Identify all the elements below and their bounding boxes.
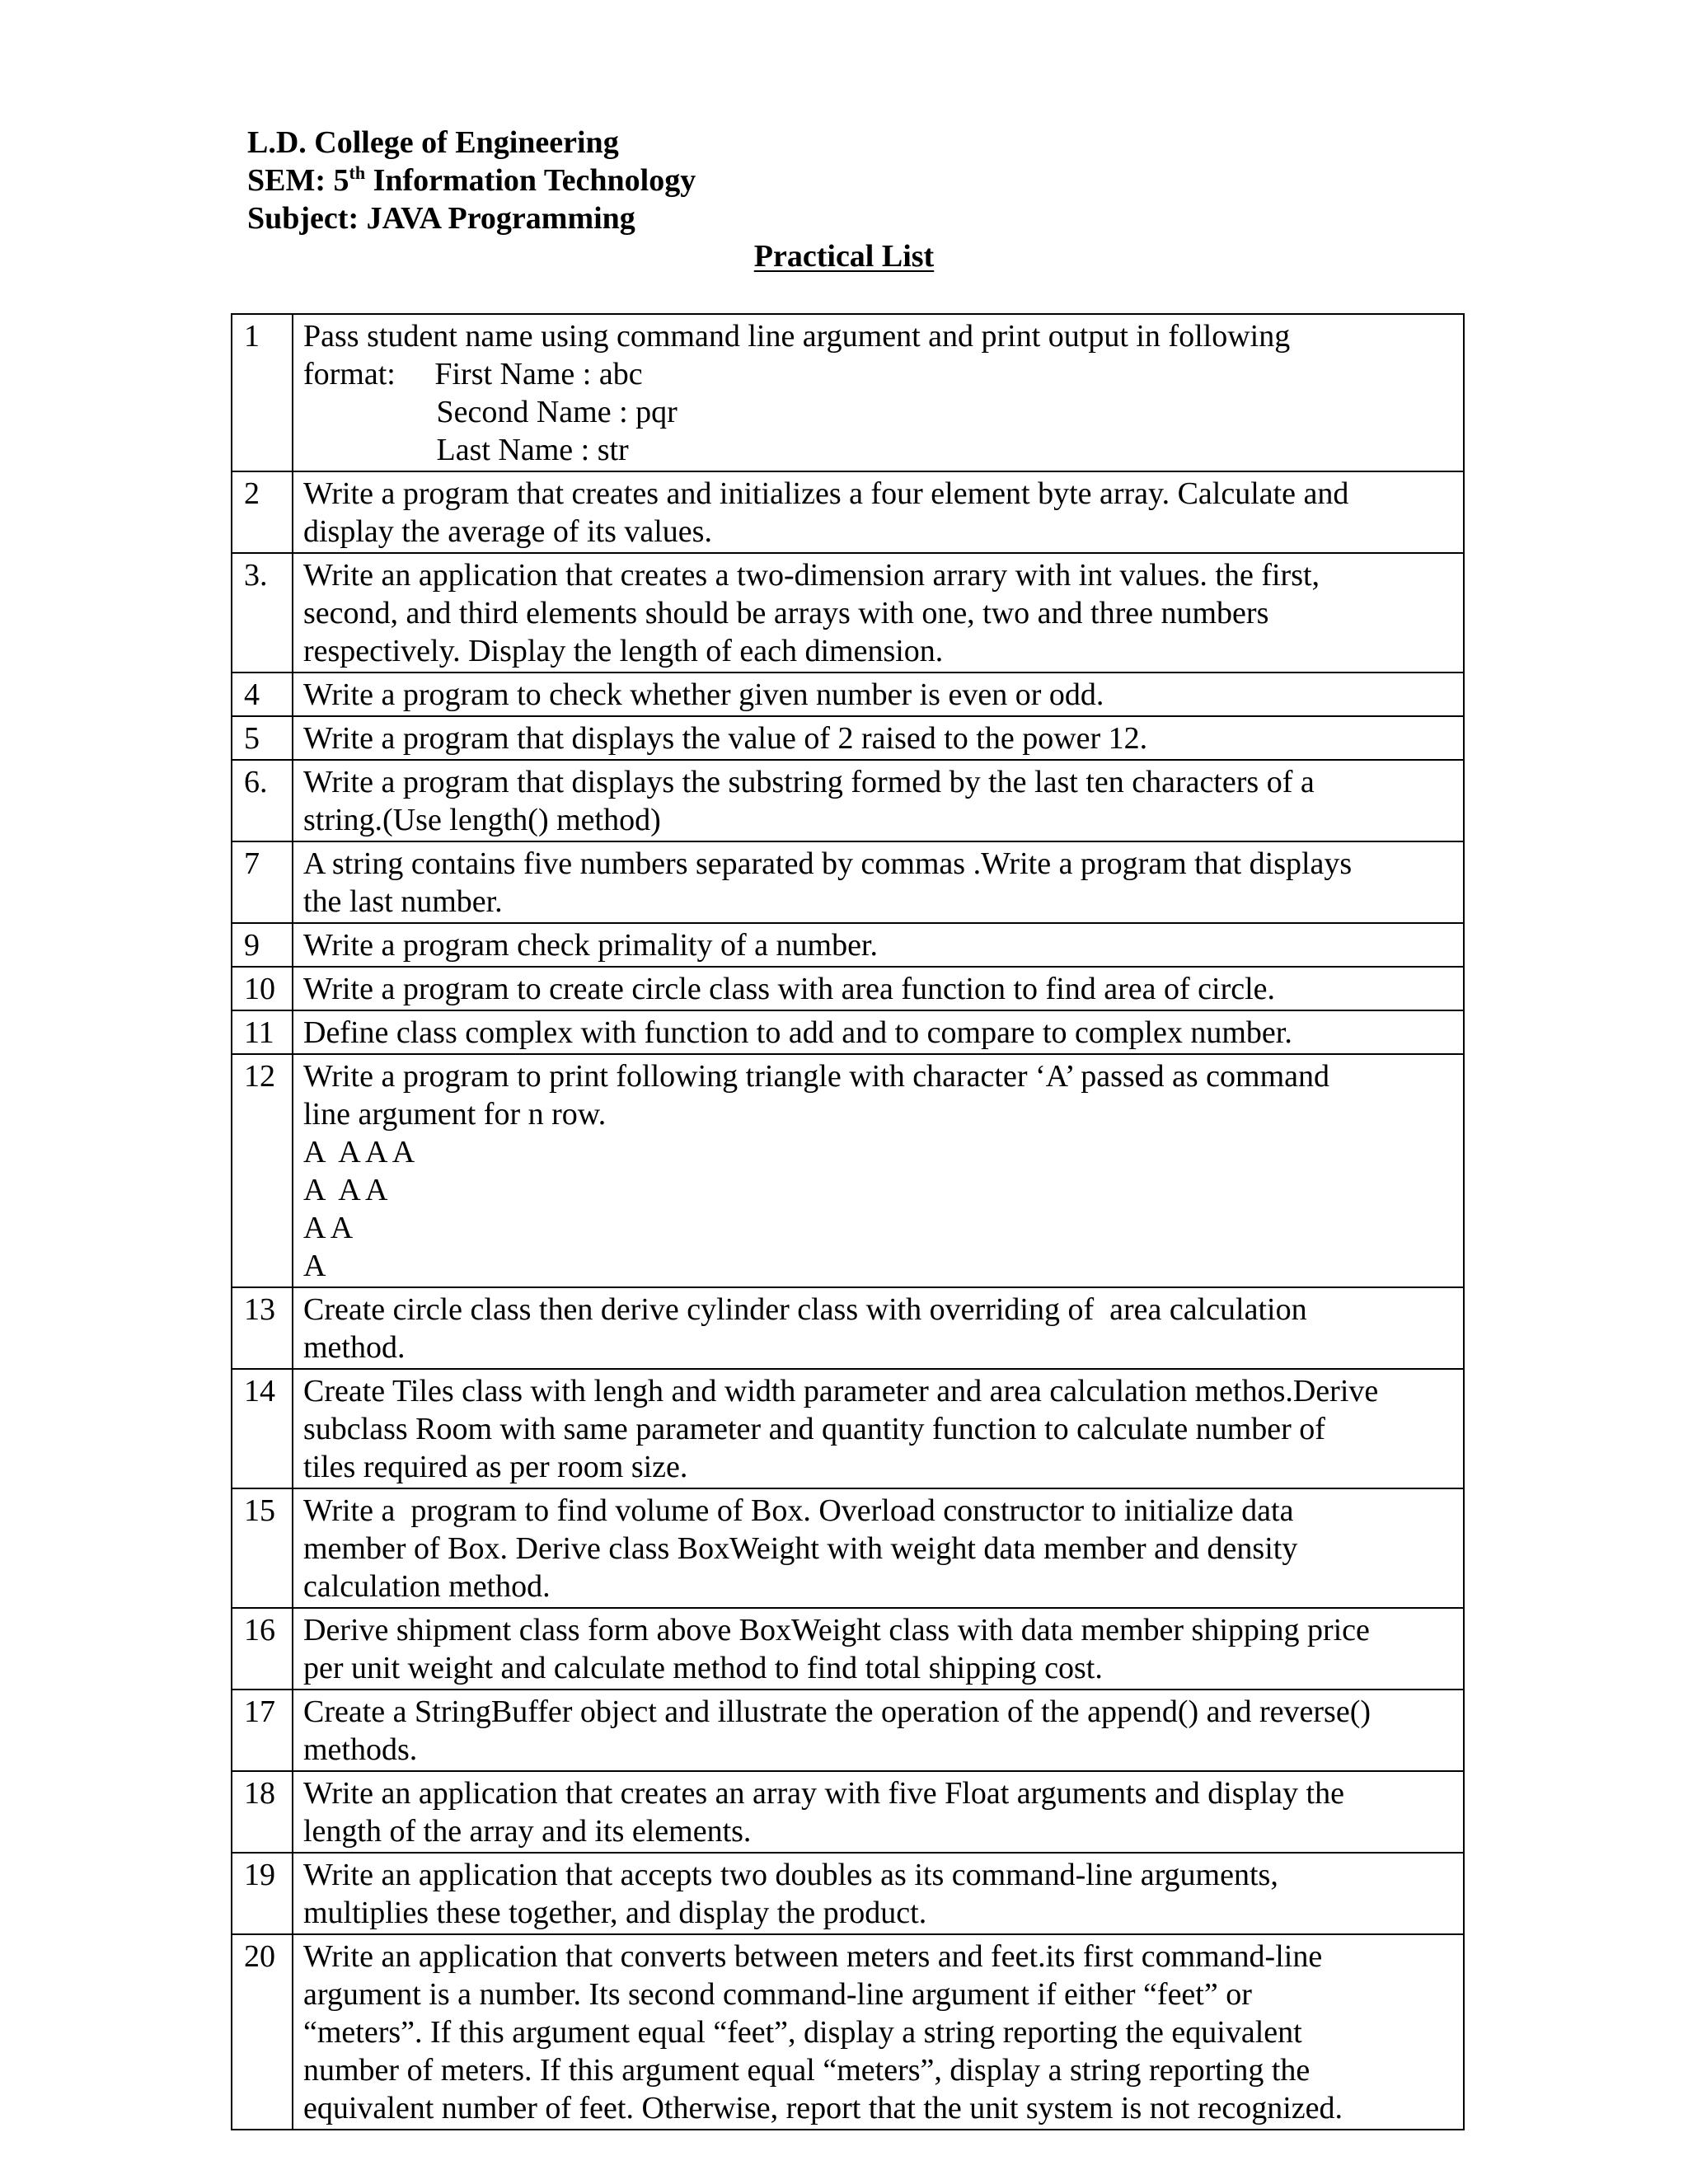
semester-line	[247, 162, 696, 199]
table-row	[232, 967, 1464, 1010]
description-line: member of Box. Derive class BoxWeight with weight data member and density	[303, 1531, 1298, 1566]
description-line: multiplies these together, and display the product.	[303, 1896, 927, 1930]
practical-number: 2	[232, 471, 293, 553]
practical-description	[293, 1488, 1464, 1608]
practical-number: 15	[232, 1488, 293, 1608]
practical-description	[293, 1690, 1464, 1771]
practical-description	[293, 923, 1464, 967]
description-line: Write an application that creates an array with five Float arguments and display the	[303, 1776, 1344, 1811]
description-line: A A A A	[303, 1135, 415, 1169]
practical-description	[293, 471, 1464, 553]
table-row	[232, 1488, 1464, 1608]
practical-description	[293, 1054, 1464, 1287]
practical-description	[293, 841, 1464, 923]
table-row	[232, 673, 1464, 716]
description-line: A A A	[303, 1173, 388, 1207]
table-row	[232, 1287, 1464, 1369]
description-line: Write a program to find volume of Box. Overload constructor to initialize data	[303, 1493, 1294, 1528]
description-line: tiles required as per room size.	[303, 1450, 688, 1484]
practical-description	[293, 1771, 1464, 1853]
table-row	[232, 314, 1464, 471]
practical-description	[293, 1853, 1464, 1934]
practical-number: 1	[232, 314, 293, 471]
practical-description	[293, 673, 1464, 716]
description-line: A string contains five numbers separated by commas .Write a program that displays	[303, 846, 1353, 881]
description-line: A A	[303, 1211, 354, 1245]
practical-number: 6.	[232, 760, 293, 841]
description-line: Derive shipment class form above BoxWeight class with data member shipping price	[303, 1613, 1370, 1647]
practical-number: 7	[232, 841, 293, 923]
description-line: Write an application that converts between meters and feet.its first command-line	[303, 1939, 1323, 1974]
description-line: Write a program to create circle class with area function to find area of circle.	[303, 972, 1276, 1006]
description-line: Last Name : str	[303, 433, 629, 467]
description-line: method.	[303, 1330, 406, 1365]
description-line: Write a program that displays the value of 2 raised to the power 12.	[303, 721, 1148, 756]
table-row	[232, 1934, 1464, 2130]
practical-description	[293, 1934, 1464, 2130]
practical-description	[293, 314, 1464, 471]
description-line: line argument for n row.	[303, 1097, 607, 1132]
description-line: calculation method.	[303, 1569, 551, 1604]
practical-number: 17	[232, 1690, 293, 1771]
practical-description	[293, 1287, 1464, 1369]
table-row	[232, 1853, 1464, 1934]
practical-number: 4	[232, 673, 293, 716]
description-line: equivalent number of feet. Otherwise, report that the unit system is not recognized.	[303, 2091, 1343, 2125]
practical-number: 19	[232, 1853, 293, 1934]
practical-number: 5	[232, 716, 293, 760]
practical-description	[293, 760, 1464, 841]
table-row	[232, 553, 1464, 673]
description-line: number of meters. If this argument equal “meters”, display a string reporting the	[303, 2053, 1311, 2088]
description-line: methods.	[303, 1732, 418, 1767]
document-header	[247, 124, 696, 237]
description-line: Define class complex with function to add and to compare to complex number.	[303, 1015, 1292, 1050]
semester-superscript: th	[349, 162, 366, 183]
practical-number: 20	[232, 1934, 293, 2130]
practical-description	[293, 1608, 1464, 1690]
table-row	[232, 1054, 1464, 1287]
description-line: Write a program that creates and initializes a four element byte array. Calculate and	[303, 476, 1349, 511]
description-line: length of the array and its elements.	[303, 1814, 752, 1849]
practical-description	[293, 1369, 1464, 1488]
description-line: Write a program check primality of a number.	[303, 928, 878, 963]
description-line: Write an application that accepts two doubles as its command-line arguments,	[303, 1858, 1278, 1892]
table-row	[232, 841, 1464, 923]
description-line: Write an application that creates a two-dimension arrary with int values. the first,	[303, 558, 1320, 593]
practical-number: 3.	[232, 553, 293, 673]
description-line: per unit weight and calculate method to find total shipping cost.	[303, 1651, 1103, 1685]
practical-number: 16	[232, 1608, 293, 1690]
practical-number: 14	[232, 1369, 293, 1488]
description-line: Create a StringBuffer object and illustrate the operation of the append() and reverse()	[303, 1694, 1372, 1729]
description-line: argument is a number. Its second command-line argument if either “feet” or	[303, 1977, 1252, 2012]
description-line: Second Name : pqr	[303, 395, 678, 429]
table-row	[232, 760, 1464, 841]
description-line: Write a program to check whether given number is even or odd.	[303, 677, 1104, 712]
practical-table-body	[232, 314, 1464, 2130]
description-line: A	[303, 1249, 326, 1283]
description-line: second, and third elements should be arrays with one, two and three numbers	[303, 596, 1269, 630]
description-line: “meters”. If this argument equal “feet”, display a string reporting the equivalent	[303, 2015, 1302, 2050]
description-line: Pass student name using command line argument and print output in following	[303, 319, 1291, 354]
table-row	[232, 1771, 1464, 1853]
table-row	[232, 1690, 1464, 1771]
table-row	[232, 1608, 1464, 1690]
table-row	[232, 923, 1464, 967]
table-row	[232, 471, 1464, 553]
table-row	[232, 716, 1464, 760]
practical-number: 11	[232, 1010, 293, 1054]
practical-description	[293, 967, 1464, 1010]
description-line: subclass Room with same parameter and quantity function to calculate number of	[303, 1412, 1325, 1446]
practical-description	[293, 1010, 1464, 1054]
semester-suffix: Information Technology	[365, 163, 696, 198]
practical-number: 10	[232, 967, 293, 1010]
subject-line: Subject: JAVA Programming	[247, 201, 635, 236]
practical-list-title: Practical List	[753, 239, 935, 274]
description-line: Write a program to print following triangle with character ‘A’ passed as command	[303, 1059, 1330, 1094]
practical-description	[293, 716, 1464, 760]
description-line: Write a program that displays the substring formed by the last ten characters of a	[303, 765, 1315, 799]
description-line: Create Tiles class with lengh and width parameter and area calculation methos.Derive	[303, 1374, 1379, 1408]
practical-number: 9	[232, 923, 293, 967]
practical-number: 12	[232, 1054, 293, 1287]
semester-prefix: SEM: 5	[247, 163, 349, 198]
practical-number: 13	[232, 1287, 293, 1369]
description-line: format: First Name : abc	[303, 357, 643, 391]
practical-table	[231, 313, 1465, 2130]
college-name: L.D. College of Engineering	[247, 125, 619, 160]
description-line: the last number.	[303, 884, 503, 919]
description-line: respectively. Display the length of each dimension.	[303, 634, 944, 668]
description-line: string.(Use length() method)	[303, 803, 661, 837]
practical-description	[293, 553, 1464, 673]
practical-number: 18	[232, 1771, 293, 1853]
description-line: Create circle class then derive cylinder class with overriding of area calculation	[303, 1292, 1307, 1327]
table-row	[232, 1010, 1464, 1054]
table-row	[232, 1369, 1464, 1488]
description-line: display the average of its values.	[303, 514, 712, 549]
